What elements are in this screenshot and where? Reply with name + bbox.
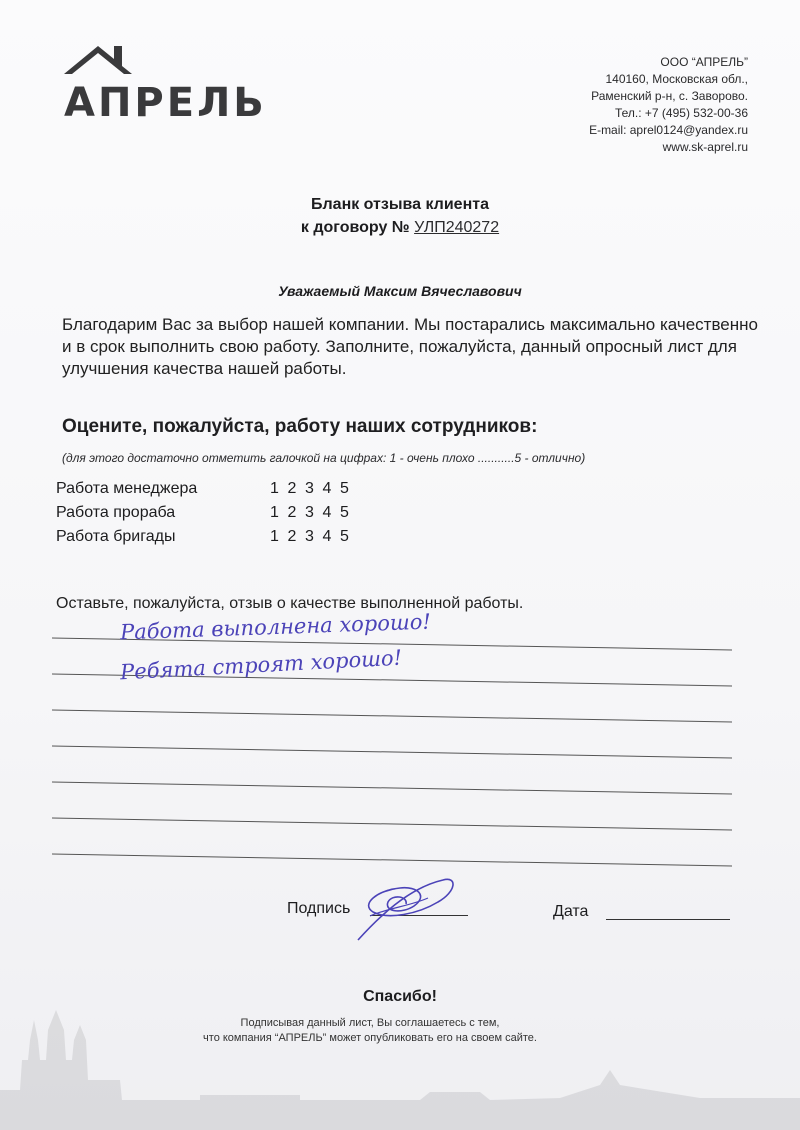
rating-label: Работа менеджера — [56, 480, 198, 497]
title-line1: Бланк отзыва клиента — [311, 196, 489, 213]
rating-heading: Оцените, пожалуйста, работу наших сотрудников: — [62, 416, 538, 437]
form-title — [0, 193, 800, 239]
handwritten-feedback-line1: Работа выполнена хорошо! — [119, 609, 432, 645]
handwritten-feedback-line2: Ребята строят хорошо! — [119, 645, 403, 685]
rating-scale — [270, 528, 358, 546]
date-field[interactable] — [606, 919, 730, 920]
rating-label: Работа бригады — [56, 528, 176, 545]
rating-note: (для этого достаточно отметить галочкой на цифрах: 1 - очень плохо ...........5 - отлично) — [62, 451, 586, 465]
signature-scribble — [348, 868, 468, 948]
rating-scale — [270, 480, 358, 498]
rating-option[interactable]: 5 — [340, 528, 349, 545]
company-logo — [64, 40, 274, 130]
intro-text: Благодарим Вас за выбор нашей компании. Мы постарались максимально качественно и в срок выполнить свою работу. Заполните, пожалуйста, данный опросный лист для улучшения качества нашей работы. — [62, 315, 758, 378]
address-line2: Раменский р-н, с. Заворово. — [591, 89, 748, 103]
greeting: Уважаемый Максим Вячеславович — [278, 283, 522, 299]
rating-option[interactable]: 2 — [287, 528, 297, 545]
thanks-heading: Спасибо! — [363, 988, 437, 1005]
rating-option[interactable]: 1 — [270, 528, 279, 545]
rating-option[interactable]: 3 — [305, 504, 314, 521]
website: www.sk-aprel.ru — [662, 140, 748, 154]
rating-option[interactable]: 4 — [322, 480, 332, 497]
date-label: Дата — [553, 903, 589, 920]
address-line1: 140160, Московская обл., — [605, 72, 748, 86]
email: E-mail: aprel0124@yandex.ru — [589, 123, 748, 137]
disclaimer-line2: что компания “АПРЕЛЬ” может опубликовать его на своем сайте. — [203, 1032, 537, 1044]
phone: Тел.: +7 (495) 532-00-36 — [614, 106, 748, 120]
moscow-skyline-watermark — [0, 980, 800, 1130]
title-line2 — [0, 216, 800, 239]
rating-option[interactable]: 2 — [287, 504, 297, 521]
contract-number: УЛП240272 — [414, 219, 500, 236]
rating-option[interactable]: 5 — [340, 480, 349, 497]
signature-label: Подпись — [287, 900, 351, 917]
rating-option[interactable]: 4 — [322, 528, 332, 545]
disclaimer-line1: Подписывая данный лист, Вы соглашаетесь с тем, — [240, 1017, 500, 1029]
logo-wordmark: АПРЕЛЬ — [64, 80, 267, 126]
rating-option[interactable]: 3 — [305, 480, 314, 497]
title-line2-prefix: к договору № — [300, 219, 410, 236]
rating-option[interactable]: 1 — [270, 504, 279, 521]
rating-option[interactable]: 4 — [322, 504, 332, 521]
rating-label: Работа прораба — [56, 504, 176, 521]
rating-option[interactable]: 3 — [305, 528, 314, 545]
company-name: ООО “АПРЕЛЬ” — [660, 55, 748, 69]
rating-option[interactable]: 5 — [340, 504, 349, 521]
rating-option[interactable]: 1 — [270, 480, 279, 497]
rating-scale — [270, 504, 358, 522]
house-roof-icon — [64, 40, 132, 80]
company-contacts — [488, 54, 748, 156]
feedback-prompt: Оставьте, пожалуйста, отзыв о качестве выполненной работы. — [56, 595, 524, 612]
rating-option[interactable]: 2 — [287, 480, 297, 497]
